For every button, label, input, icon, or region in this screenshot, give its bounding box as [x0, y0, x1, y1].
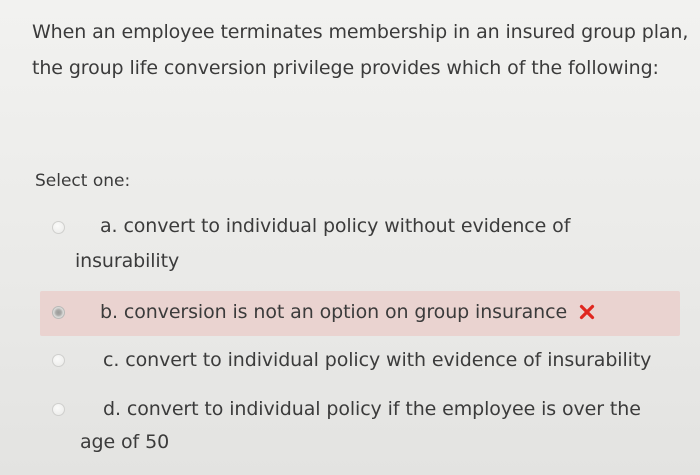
option-b-radio[interactable] [52, 306, 65, 319]
option-c-label[interactable] [103, 342, 651, 378]
option-b-label[interactable] [100, 294, 595, 330]
question-text: When an employee terminates membership in an insured group plan, the group life conversion privilege provides which of the following: [32, 21, 689, 79]
option-b-letter: b. [100, 301, 118, 323]
option-d-text-continued: age of 50 [80, 431, 170, 453]
option-c-text: convert to individual policy with evidence of insurability [125, 349, 652, 371]
option-d-letter: d. [103, 398, 121, 420]
option-a[interactable] [40, 204, 680, 280]
option-d-text: convert to individual policy if the employee is over the [126, 398, 641, 420]
option-d-radio[interactable] [52, 403, 65, 416]
option-b[interactable] [40, 291, 680, 336]
option-a-text: convert to individual policy without evidence of [123, 215, 571, 237]
option-a-label[interactable] [100, 208, 570, 244]
option-c-letter: c. [103, 349, 120, 371]
option-c[interactable] [40, 340, 680, 382]
option-a-letter: a. [100, 215, 118, 237]
option-a-radio[interactable] [52, 221, 65, 234]
option-a-text-continued: insurability [75, 250, 180, 272]
option-d[interactable] [40, 390, 680, 470]
option-d-label[interactable] [103, 391, 641, 427]
option-c-radio[interactable] [52, 354, 65, 367]
select-one-prompt: Select one: [35, 171, 131, 191]
cross-icon [579, 304, 595, 320]
option-b-text: conversion is not an option on group insurance [123, 301, 568, 323]
